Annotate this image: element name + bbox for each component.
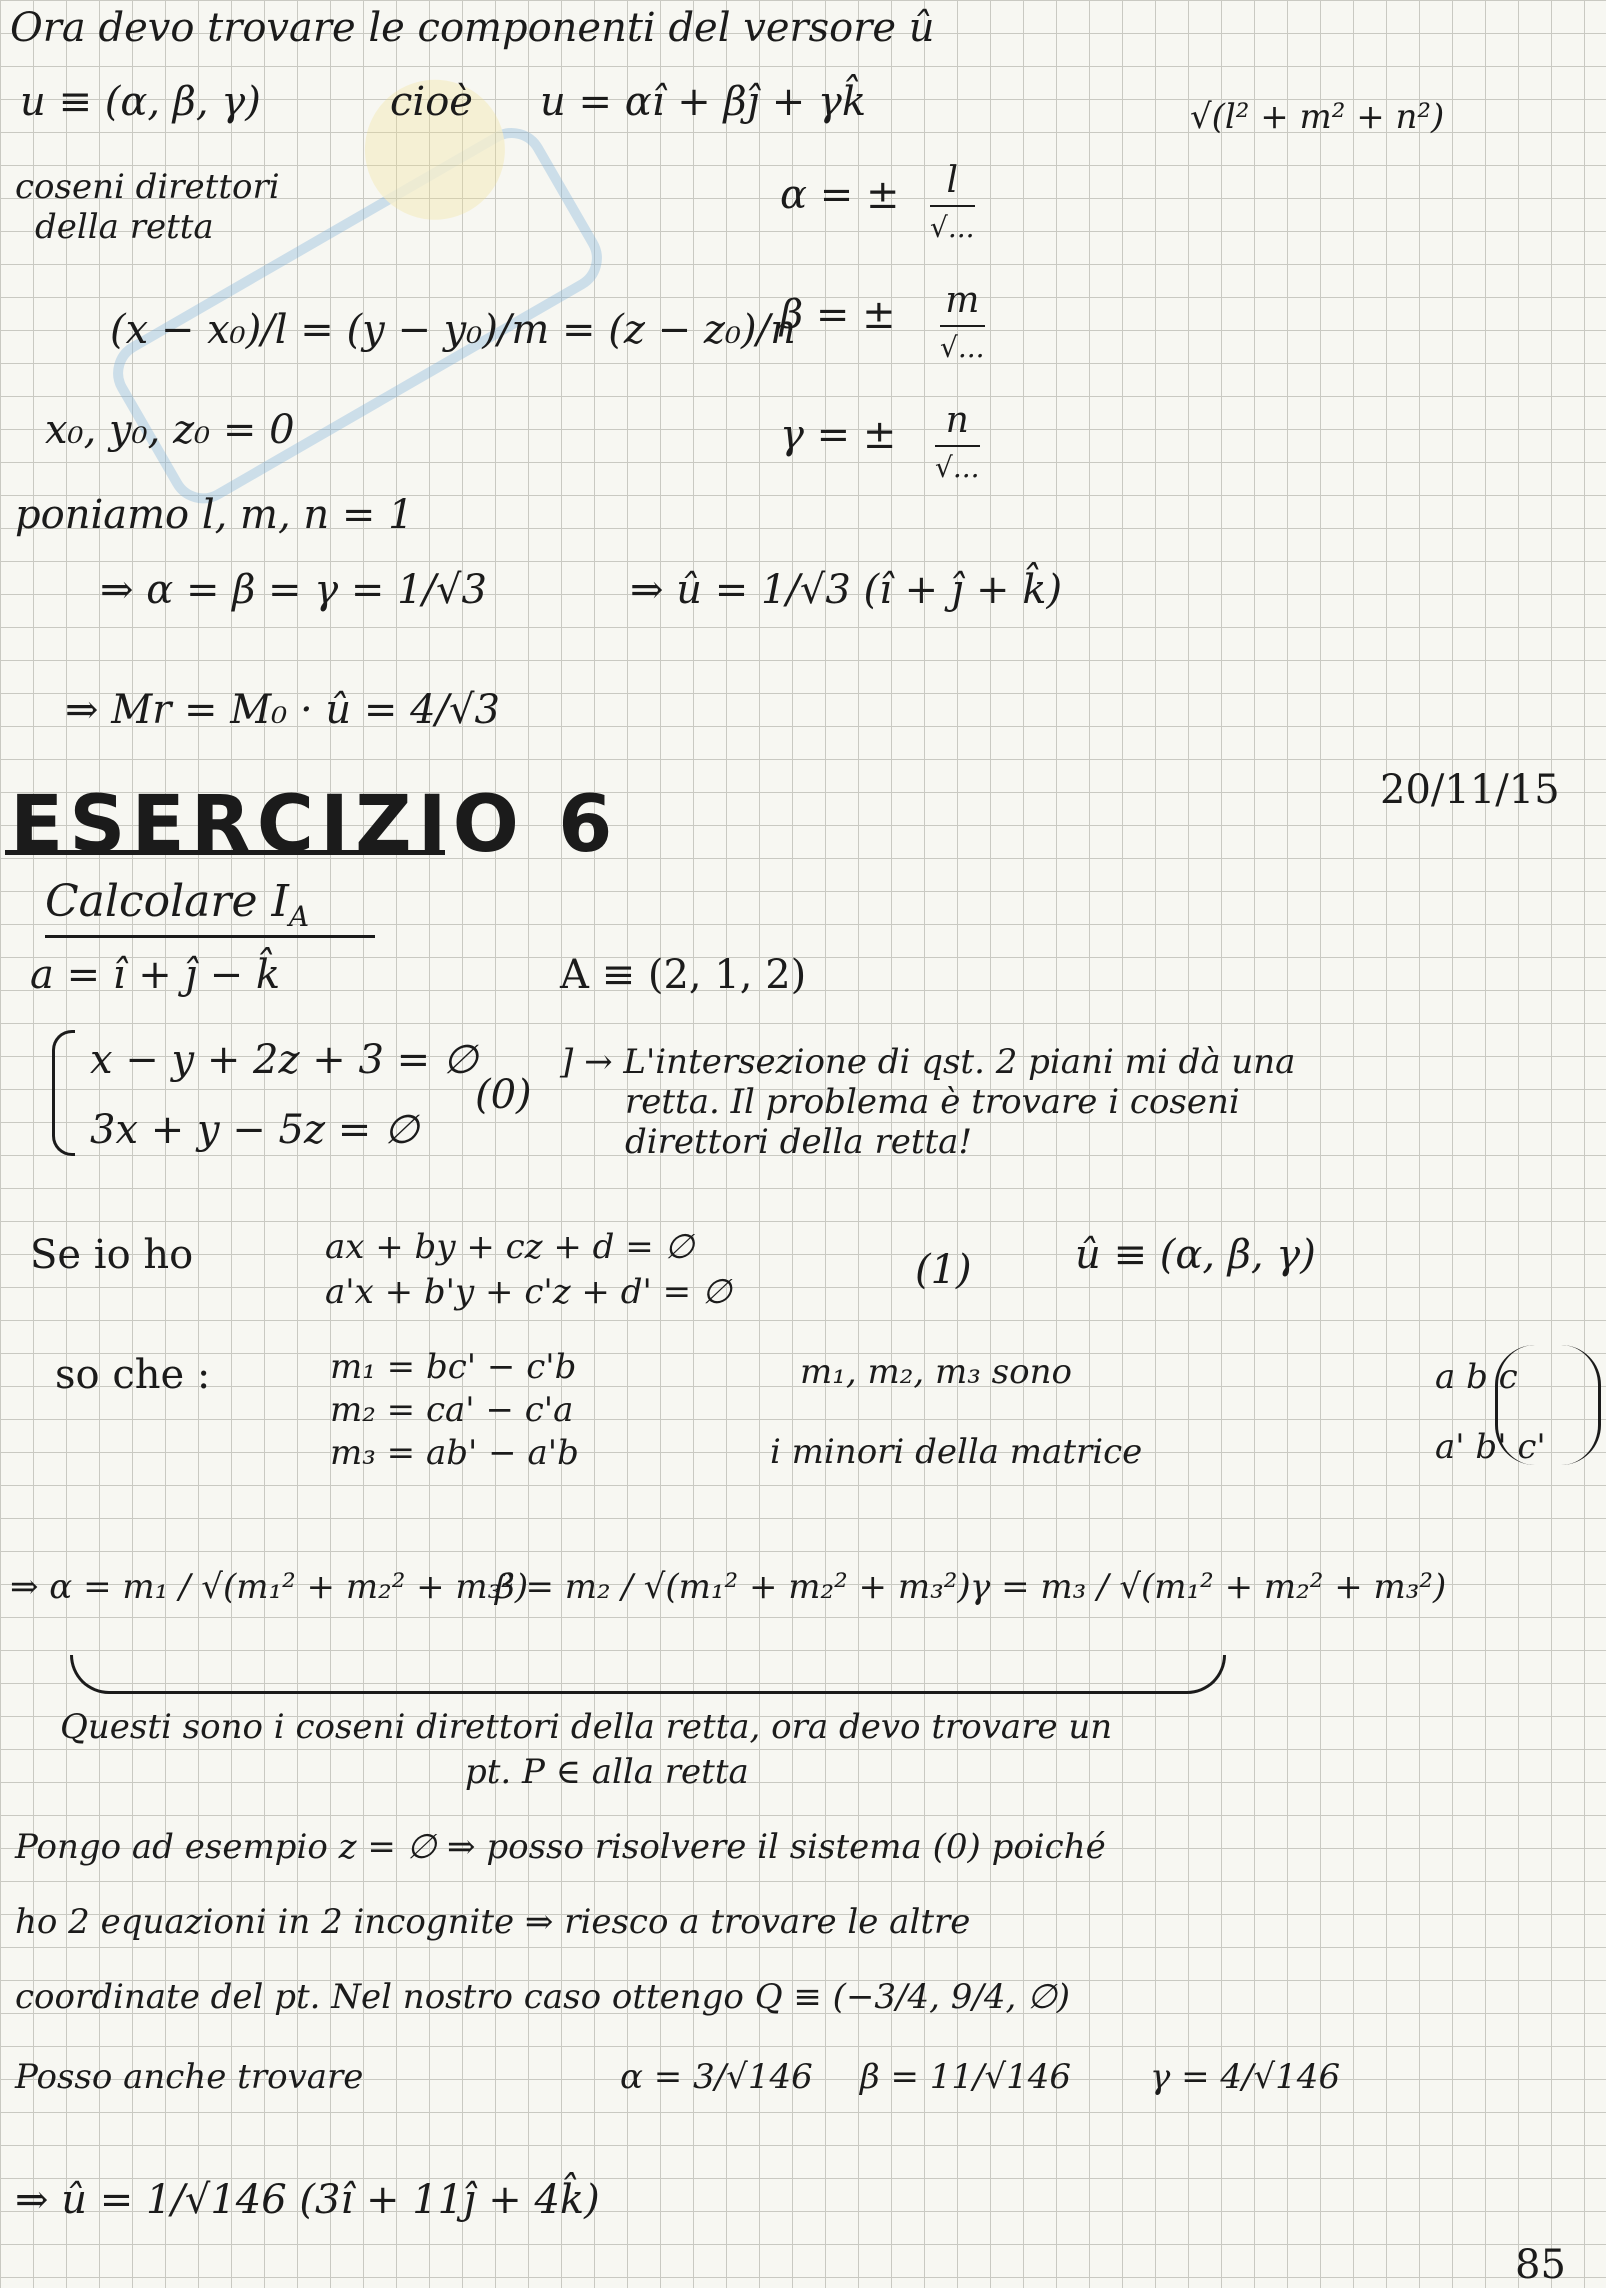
versor-definition: û ≡ (α, β, γ) <box>1075 1232 1316 1278</box>
task-heading <box>45 876 310 933</box>
versor-components: u ≡ (α, β, γ) <box>20 79 261 125</box>
date: 20/11/15 <box>1380 767 1560 813</box>
system0-tag: (0) <box>475 1072 532 1118</box>
point-a: A ≡ (2, 1, 2) <box>560 952 807 998</box>
result-versor: ⇒ û = 1/√3 (î + ĵ + k̂) <box>630 567 1063 613</box>
origin-condition: x₀, y₀, z₀ = 0 <box>45 407 295 453</box>
minori-text-2: i minori della matrice <box>770 1432 1143 1472</box>
cioe-word: cioè <box>390 79 473 125</box>
questi-line-2: pt. P ∈ alla retta <box>465 1752 749 1792</box>
minor-m3: m₃ = ab' − a'b <box>330 1433 579 1473</box>
line-equation: (x − x₀)/l = (y − y₀)/m = (z − z₀)/n <box>110 307 796 353</box>
system0-eq2: 3x + y − 5z = ∅ <box>90 1107 419 1153</box>
system0-eq1: x − y + 2z + 3 = ∅ <box>90 1037 478 1083</box>
sqrt-norm: √(l² + m² + n²) <box>1190 97 1445 137</box>
note-line-1: ] → L'intersezione di qst. 2 piani mi dà una <box>560 1042 1296 1082</box>
coseni-label-2: della retta <box>35 207 214 247</box>
beta-fraction <box>940 280 985 364</box>
alpha-denominator: √... <box>930 211 975 244</box>
note-text-1: L'intersezione di qst. 2 piani mi dà una <box>623 1042 1296 1082</box>
gamma-fraction <box>935 400 980 484</box>
matrix-row-2: a' b' c' <box>1435 1427 1546 1467</box>
posso-line: Posso anche trovare <box>15 2057 364 2097</box>
minor-m1: m₁ = bc' − c'b <box>330 1347 577 1387</box>
beta-formula: β = m₂ / √(m₁² + m₂² + m₃²) <box>495 1567 971 1607</box>
intro-line: Ora devo trovare le componenti del versore û <box>10 5 935 51</box>
matrix-row-1: a b c <box>1435 1357 1518 1397</box>
alpha-lhs: α = ± <box>780 172 900 218</box>
beta-denominator: √... <box>940 331 985 364</box>
minor-m2: m₂ = ca' − c'a <box>330 1390 574 1430</box>
note-line-2: retta. Il problema è trovare i coseni <box>625 1082 1240 1122</box>
gamma-lhs: γ = ± <box>780 412 897 458</box>
system1-eq1: ax + by + cz + d = ∅ <box>325 1227 695 1267</box>
alpha-fraction <box>930 160 975 244</box>
gamma-value: γ = 4/√146 <box>1150 2057 1341 2097</box>
page-number: 85 <box>1515 2242 1566 2288</box>
result-moment: ⇒ Mr = M₀ · û = 4/√3 <box>65 687 500 733</box>
gamma-denominator: √... <box>935 451 980 484</box>
vector-a: a = î + ĵ − k̂ <box>30 952 281 998</box>
exercise-title: ESERCIZIO 6 <box>10 780 619 870</box>
beta-lhs: β = ± <box>780 292 896 338</box>
gamma-formula: γ = m₃ / √(m₁² + m₂² + m₃²) <box>970 1567 1447 1607</box>
system0-brace <box>52 1030 75 1156</box>
versor-expansion: u = αî + βĵ + γk̂ <box>540 79 867 125</box>
so-che: so che : <box>55 1352 211 1398</box>
task-underline <box>45 935 375 938</box>
beta-value: β = 11/√146 <box>860 2057 1072 2097</box>
gamma-numerator: n <box>945 400 969 441</box>
note-line-3: direttori della retta! <box>625 1122 973 1162</box>
pongo-line-2: ho 2 equazioni in 2 incognite ⇒ riesco a trovare le altre <box>15 1902 971 1942</box>
questi-line-1: Questi sono i coseni direttori della retta, ora devo trovare un <box>60 1707 1113 1747</box>
system1-eq2: a'x + b'y + c'z + d' = ∅ <box>325 1272 732 1312</box>
alpha-numerator: l <box>946 160 959 201</box>
pongo-line-3: coordinate del pt. Nel nostro caso ottengo Q ≡ (−3/4, 9/4, ∅) <box>15 1977 1070 2017</box>
task-text: Calcolare I <box>45 876 289 927</box>
result-alpha-beta-gamma: ⇒ α = β = γ = 1/√3 <box>100 567 487 613</box>
system1-tag: (1) <box>915 1247 972 1293</box>
poniamo-line: poniamo l, m, n = 1 <box>15 492 414 538</box>
underbrace <box>70 1655 1226 1694</box>
minori-text-1: m₁, m₂, m₃ sono <box>800 1352 1072 1392</box>
pongo-line-1: Pongo ad esempio z = ∅ ⇒ posso risolvere il sistema (0) poiché <box>15 1827 1106 1867</box>
alpha-formula: ⇒ α = m₁ / √(m₁² + m₂² + m₃²) <box>10 1567 529 1607</box>
final-versor: ⇒ û = 1/√146 (3î + 11ĵ + 4k̂) <box>15 2177 600 2223</box>
se-io-ho: Se io ho <box>30 1232 194 1278</box>
alpha-value: α = 3/√146 <box>620 2057 813 2097</box>
task-subscript: A <box>288 899 310 933</box>
beta-numerator: m <box>945 280 980 321</box>
coseni-label: coseni direttori <box>15 167 280 207</box>
title-underline <box>5 850 445 855</box>
